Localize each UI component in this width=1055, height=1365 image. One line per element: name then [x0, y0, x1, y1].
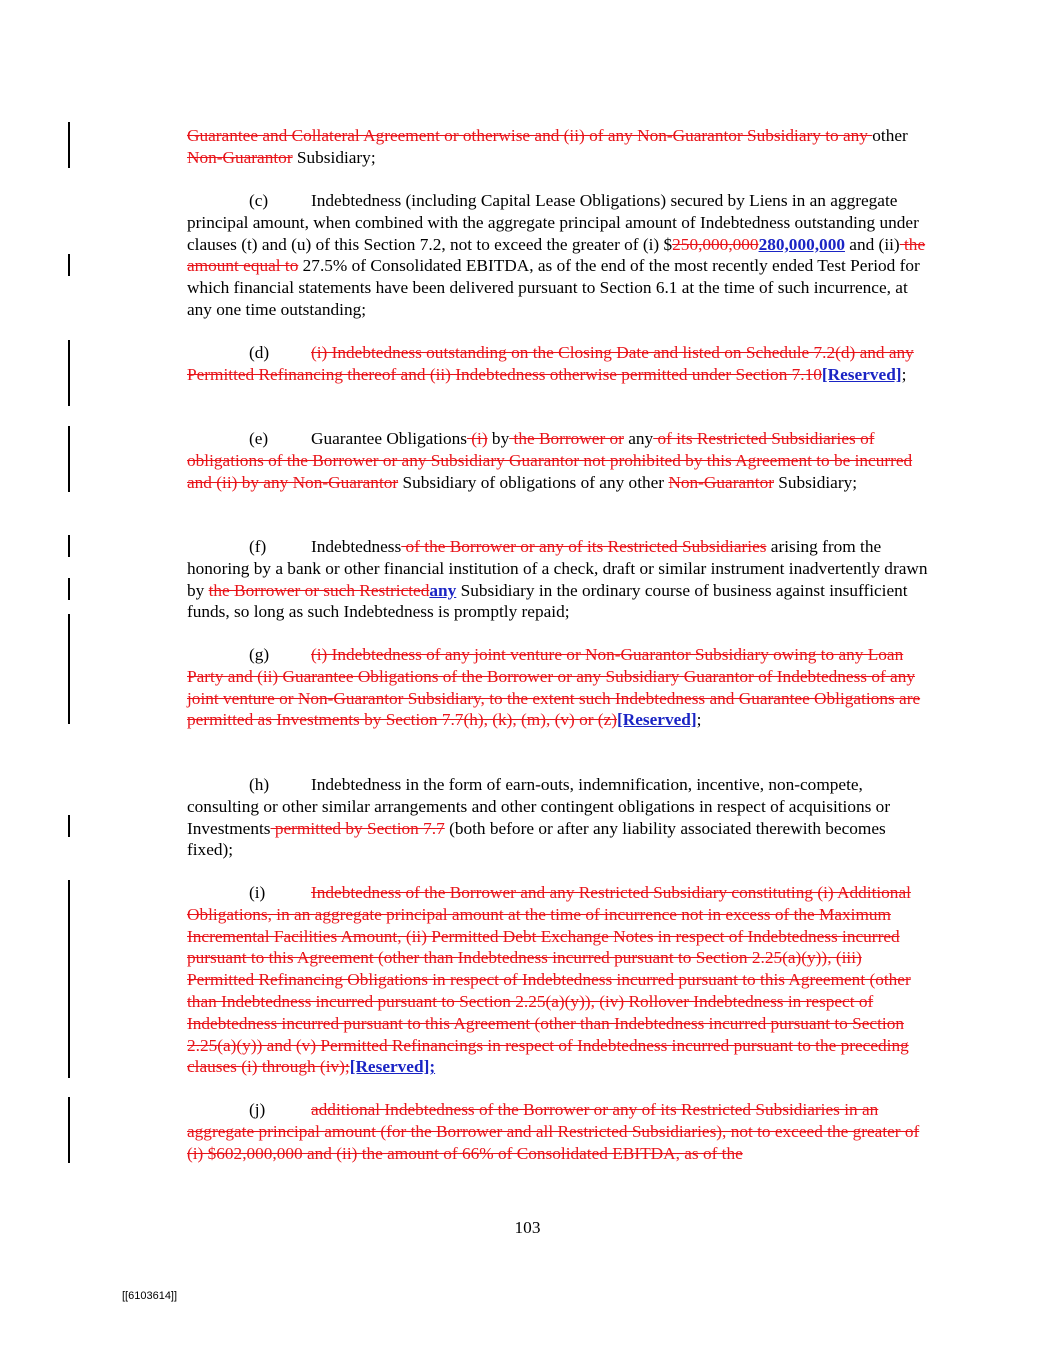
deleted-text: the amount equal to [187, 234, 926, 276]
body-text: and (ii) [844, 234, 900, 254]
body-text: 27.5% of Consolidated EBITDA, as of the end of the most recently ended Test Period for which financial statements have been delivered pursuant to Section 6.1 at the time of such incurrence, at any one time outstanding; [187, 256, 920, 319]
paragraph-i [187, 882, 932, 1078]
paragraph-top [187, 125, 932, 169]
deleted-text: of the Borrower or any of its Restricted Subsidiaries [401, 537, 767, 556]
body-text: Indebtedness [311, 537, 402, 556]
paragraph-j [187, 1099, 932, 1164]
change-bar [68, 535, 70, 557]
deleted-text: Guarantee and Collateral Agreement or otherwise and (ii) of any Non-Guarantor Subsidiary to any [187, 126, 873, 145]
body-text: by [487, 429, 510, 448]
page-number: 103 [514, 1218, 541, 1237]
deleted-text: 250,000,000 [672, 234, 759, 254]
deleted-text: (i) Indebtedness of any joint venture or Non-Guarantor Subsidiary owing to any Loan Party and (ii) Guarantee Obligations of the Borrower or any Subsidiary Guarantor of Indebtedness of any joint venture or Non-Guarantor Subsidiary, to the extent such Indebtedness and Guarantee Obligations are permitted as Investments by Section 7.7(h), (k), (m), (v) or (z) [187, 645, 921, 730]
body-text: (both before or after any liability associated therewith becomes fixed); [187, 818, 886, 860]
deleted-text: Indebtedness of the Borrower and any Restricted Subsidiary constituting (i) Additional Obligations, in an aggregate principal amount at the time of incurrence not in excess of the Maximum Incremental Facilities Amount, (ii) Permitted Debt Exchange Notes in respect of Indebtedness incurred pursuant to this Agreement (other than Indebtedness incurred pursuant to Section 2.25(a)(y)), (iii) Permitted Refinancing Obligations in respect of Indebtedness incurred pursuant to this Agreement (other than Indebtedness incurred pursuant to Section 2.25(a)(y)), (iv) Rollover Indebtedness in respect of Indebtedness incurred pursuant to this Agreement (other than Indebtedness incurred pursuant to Section 2.25(a)(y)) and (v) Permitted Refinancings in respect of Indebtedness incurred pursuant to the preceding clauses (i) through (iv); [187, 883, 911, 1077]
paragraph-h [187, 774, 932, 861]
paragraph-d [187, 342, 932, 386]
clause-label: (g) [249, 645, 270, 664]
deleted-text: (i) Indebtedness outstanding on the Closing Date and listed on Schedule 7.2(d) and any Permitted Refinancing thereof and (ii) Indebtedness otherwise permitted under Section 7.10 [187, 343, 914, 384]
clause-label: (e) [249, 429, 269, 448]
clause-label: (d) [249, 343, 270, 362]
body-text: Subsidiary; [292, 147, 376, 167]
body-text: Subsidiary in the ordinary course of business against insufficient funds, so long as such Indebtedness is promptly repaid; [187, 580, 908, 622]
change-bar [68, 578, 70, 600]
change-bar [68, 340, 70, 406]
body-text: Guarantee Obligations [311, 429, 467, 448]
body-text: Indebtedness in the form of earn-outs, indemnification, incentive, non-compete, consulting or other similar arrangements and other contingent obligations in respect of acquisitions or Investments [187, 775, 891, 838]
paragraph-c [187, 190, 932, 321]
deleted-text: the Borrower or such Restricted [208, 580, 430, 600]
body-text: ; [901, 364, 907, 384]
deleted-text: the Borrower or [509, 429, 624, 448]
body-text: Subsidiary of obligations of any other [398, 472, 669, 492]
inserted-text: [Reserved] [821, 364, 902, 384]
deleted-text: permitted by Section 7.7 [270, 818, 445, 838]
deleted-text: (i) [466, 429, 488, 448]
change-bar [68, 614, 70, 724]
change-bar [68, 254, 70, 276]
deleted-text: additional Indebtedness of the Borrower or any of its Restricted Subsidiaries in an aggregate principal amount (for the Borrower and all Restricted Subsidiaries), not to exceed the greater of (i) $602,000,000 and (ii) the amount of 66% of Consolidated EBITDA, as of the [187, 1100, 920, 1163]
body-text: ; [696, 710, 702, 730]
inserted-text: 280,000,000 [758, 234, 845, 254]
page-body [187, 125, 932, 169]
paragraph-e [187, 428, 932, 493]
inserted-text: any [429, 580, 457, 600]
document-id: [[6103614]] [122, 1290, 178, 1302]
body-text: other [872, 126, 908, 145]
paragraph-g [187, 644, 932, 731]
change-bar [68, 815, 70, 837]
inserted-text: [Reserved] [617, 710, 697, 730]
clause-label: (j) [249, 1100, 266, 1119]
body-text: Indebtedness (including Capital Lease Obligations) secured by Liens in an aggregate principal amount, when combined with the aggregate principal amount of Indebtedness outstanding under clauses (t) and (u) of this Section 7.2, not to exceed the greater of (i) $ [187, 191, 919, 254]
change-bar [68, 1097, 70, 1163]
change-bar [68, 122, 70, 168]
body-text: arising from the honoring by a bank or other financial institution of a check, draft or similar instrument inadvertently drawn by [187, 537, 928, 600]
change-bar [68, 426, 70, 492]
change-bar [68, 880, 70, 1078]
body-text: Subsidiary; [773, 472, 858, 492]
body-text: any [623, 429, 654, 448]
clause-label: (c) [249, 191, 269, 210]
clause-label: (h) [249, 775, 270, 794]
inserted-text: [Reserved]; [349, 1057, 436, 1077]
deleted-text: Non-Guarantor [187, 147, 293, 167]
paragraph-f [187, 536, 932, 623]
clause-label: (f) [249, 537, 267, 556]
deleted-text: Non-Guarantor [668, 472, 774, 492]
clause-label: (i) [249, 883, 266, 902]
deleted-text: of its Restricted Subsidiaries of obligations of the Borrower or any Subsidiary Guarantor not prohibited by this Agreement to be incurred and (ii) by any Non-Guarantor [187, 429, 913, 492]
